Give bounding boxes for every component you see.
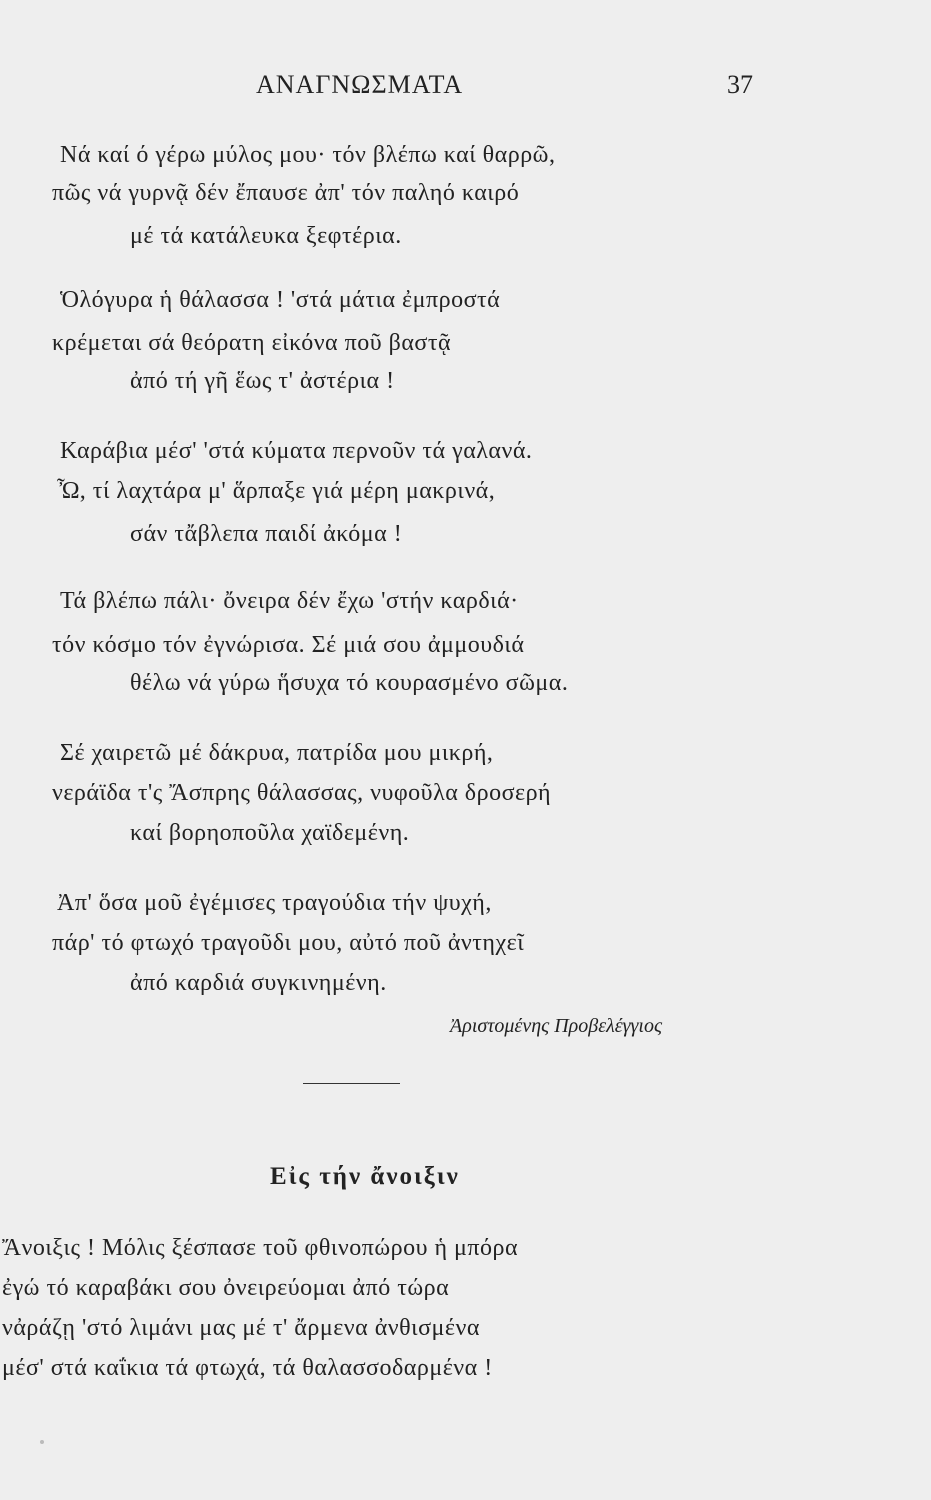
page-number: 37 (727, 70, 753, 99)
poem-line: μέσ' στά καΐκια τά φτωχά, τά θαλασσοδαρμένα ! (2, 1355, 493, 1381)
poem-title: Εἰς τήν ἄνοιξιν (270, 1163, 460, 1190)
poem-line: ἐγώ τό καραβάκι σου ὀνειρεύομαι ἀπό τώρα (2, 1275, 450, 1301)
poem-line: πῶς νά γυρνᾷ δέν ἔπαυσε ἀπ' τόν παληό καιρό (52, 180, 520, 206)
poem-line: Ὦ, τί λαχτάρα μ' ἅρπαξε γιά μέρη μακρινά, (57, 478, 496, 504)
poem-line: Ὁλόγυρα ἡ θάλασσα ! 'στά μάτια ἐμπροστά (60, 287, 501, 313)
poem-line: Καράβια μέσ' 'στά κύματα περνοῦν τά γαλανά. (60, 438, 533, 464)
poem-line: Νά καί ό γέρω μύλος μου· τόν βλέπω καί θαρρῶ, (60, 142, 556, 168)
section-divider (303, 1083, 400, 1084)
running-header: ΑΝΑΓΝΩΣΜΑΤΑ (256, 70, 464, 99)
poem-line: Ἄνοιξις ! Μόλις ξέσπασε τοῦ φθινοπώρου ἡ μπόρα (2, 1235, 519, 1261)
poem-line: πάρ' τό φτωχό τραγοῦδι μου, αὐτό ποῦ ἀντηχεῖ (52, 930, 525, 956)
poem-line: ἀπό καρδιά συγκινημένη. (130, 970, 387, 996)
poem-line: Σέ χαιρετῶ μέ δάκρυα, πατρίδα μου μικρή, (60, 740, 494, 766)
poem-line: θέλω νά γύρω ἥσυχα τό κουρασμένο σῶμα. (130, 670, 569, 696)
poem-line: τόν κόσμο τόν ἐγνώρισα. Σέ μιά σου ἀμμουδιά (52, 632, 525, 658)
poem-line: Τά βλέπω πάλι· ὄνειρα δέν ἔχω 'στήν καρδιά· (60, 588, 519, 614)
poem-line: κρέμεται σά θεόρατη εἰκόνα ποῦ βαστᾷ (52, 330, 452, 356)
poem-line: σάν τἄβλεπα παιδί ἀκόμα ! (130, 521, 403, 547)
poem-line: νἀράζῃ 'στό λιμάνι μας μέ τ' ἄρμενα ἀνθισμένα (2, 1315, 480, 1341)
poem-line: ἀπό τή γῆ ἕως τ' ἀστέρια ! (130, 368, 395, 394)
poem-line: Ἀπ' ὅσα μοῦ ἐγέμισες τραγούδια τήν ψυχή, (57, 890, 492, 916)
paper-speck (40, 1440, 44, 1444)
poem-line: νεράϊδα τ'ς Ἄσπρης θάλασσας, νυφοῦλα δροσερή (52, 780, 552, 806)
poem-line: μέ τά κατάλευκα ξεφτέρια. (130, 223, 402, 249)
poem-line: καί βορηοποῦλα χαϊδεμένη. (130, 820, 410, 846)
author-signature: Ἀριστομένης Προβελέγγιος (450, 1015, 663, 1037)
